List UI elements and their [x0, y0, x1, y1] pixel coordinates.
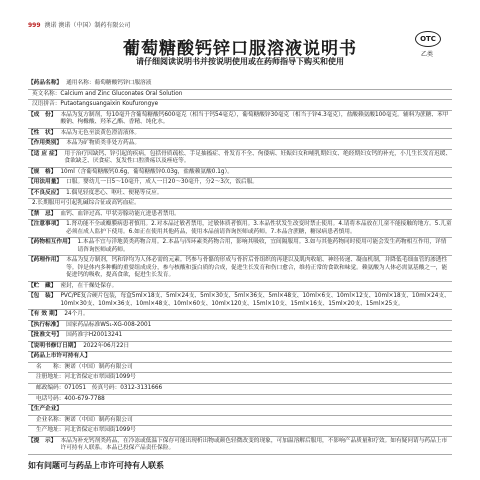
info-row	[28, 79, 452, 90]
info-row-value: 英文名称：Calcium and Zinc Gluconates Oral Solution	[32, 90, 183, 97]
info-row-value: 汉语拼音：Putaotangsuangaixin Koufurongye	[32, 101, 159, 108]
license-holder-line: 邮政编码：071051 传真号码：0312-3131666	[28, 384, 452, 395]
info-row-value: PVC/PE复合硬片包装，每盒5ml×18支、5ml×24支、5ml×30支、5ml×36支、5ml×48支、10ml×6支、10ml×12支、10ml×18支、10ml×24支、10ml×30支、10ml×36支、10ml×48支、10ml×60支、10ml×120支、15ml×10支、15ml×16支、15ml×20支、15ml×25支。	[60, 293, 450, 307]
tip-value: 本品为补充钙剂类药品，在冷冻或低温下保存可能出现析出物或颜色轻微改变的现象，可加温溶解后服用，不影响产品质量和疗效。如有疑问请与药品上市许可持有人联系。本品已投保产品责任保险。	[60, 437, 448, 452]
info-row-label: 【包 装】	[28, 293, 57, 300]
info-row	[28, 90, 452, 101]
info-row-value: 国药准字H20013241	[66, 332, 123, 339]
info-row-value: 10ml（含葡萄糖酸钙0.6g，葡萄糖酸锌0.03g，盐酸赖氨酸0.1g）。	[60, 168, 233, 175]
info-row	[28, 150, 452, 168]
info-row	[28, 199, 452, 210]
info-row	[28, 189, 452, 200]
info-row-label: 【贮 藏】	[28, 282, 57, 289]
info-row	[28, 129, 452, 140]
brand-name: 澳诺 澳诺（中国）制药有限公司	[44, 22, 131, 29]
license-holder-line: 注册地址：河北省保定市翠园街1099号	[28, 373, 452, 384]
info-row-label: 【用法用量】	[28, 179, 63, 186]
info-row	[28, 321, 452, 332]
info-row	[28, 256, 452, 282]
info-row-label: 【批准文号】	[28, 332, 63, 339]
info-row	[28, 100, 452, 111]
info-row-value: 本品为复方制剂，每10毫升含葡萄糖酸钙600毫克（相当于钙54毫克），葡萄糖酸锌30毫克（相当于锌4.3毫克），盐酸赖氨酸100毫克。辅料为蔗糖、苯甲酸钠、枸橼酸、羟苯乙酯、香精、纯化水。	[60, 111, 449, 126]
info-row	[28, 342, 452, 353]
info-row	[28, 139, 452, 150]
info-row	[28, 168, 452, 179]
info-row	[28, 238, 452, 256]
info-row-label: 【作用类别】	[28, 140, 63, 147]
info-row	[28, 331, 452, 342]
footer-contact-note: 如有问题可与药品上市许可持有人联系	[28, 461, 164, 470]
info-row	[28, 178, 452, 189]
info-row	[28, 210, 452, 221]
info-row	[28, 111, 452, 129]
info-row	[28, 282, 452, 293]
info-row-value: 口服。婴幼儿一日5～10毫升，成人一日20～30毫升，分2～3次，饭后服。	[66, 179, 258, 186]
info-row-value: 本品为无色至淡黄色澄清液体。	[60, 129, 141, 136]
info-row-label: 【性 状】	[28, 129, 57, 136]
info-row	[28, 310, 452, 321]
brand-mark: 999	[28, 22, 41, 29]
info-row-label: 【规 格】	[28, 168, 57, 175]
info-row-value: 本品为复方制剂，钙和锌均为人体必需的元素。钙参与骨骼的形成与骨折后骨组织的再建以及肌肉收缩、神经传递、凝血机制，并降低毛细血管的渗透性等。锌是体内多种酶的重要组成成分，参与核酸和蛋白质的合成，促进生长发育和伤口愈合，维持正常的食欲和味觉。赖氨酸为人体必需氨基酸之一，能促进钙的吸收，提高食欲，促进生长发育。	[66, 257, 448, 279]
license-holder-line: 名 称：澳诺（中国）制药有限公司	[28, 363, 452, 374]
info-row-label: 【注意事项】	[28, 221, 63, 228]
otc-class-label: 乙类	[421, 51, 434, 58]
brand-logo	[28, 20, 130, 29]
leaflet-title: 葡萄糖酸钙锌口服溶液说明书	[123, 39, 357, 59]
license-holder-heading: 【药品上市许可持有人】	[28, 352, 452, 363]
info-row-label: 【成 份】	[28, 111, 57, 118]
manufacturer-heading: 【生产企业】	[28, 405, 452, 416]
info-row-label: 【不良反应】	[28, 189, 63, 196]
manufacturer-line: 企业名称：澳诺（中国）制药有限公司	[28, 416, 452, 427]
manufacturer-line: 生产地址：河北省保定市翠园街1099号	[28, 426, 452, 437]
usage-notice: 请仔细阅读说明书并按说明使用或在药师指导下购买和使用	[136, 57, 344, 66]
info-row-value: 血钙、血锌过高、甲状旁腺功能亢进患者禁用。	[60, 210, 180, 217]
otc-badge: OTC	[415, 31, 441, 47]
info-row-value: 2.长期服用可引起乳碱综合征或高钙血症。	[32, 200, 140, 207]
info-row-value: 2022年06月22日	[83, 342, 130, 349]
info-row-label: 【药理作用】	[28, 257, 63, 264]
info-row-label: 【说明书修订日期】	[28, 342, 80, 349]
info-row-label: 【药品名称】	[28, 80, 63, 86]
info-row-value: 通用名称：葡萄糖酸钙锌口服溶液	[66, 80, 152, 86]
tip-row	[28, 437, 452, 455]
info-row-value: 用于治疗因缺钙、锌引起的疾病，包括骨质疏松、手足抽搐症、骨发育不全、佝偻病、妊娠妇女和哺乳期妇女、绝经期妇女钙的补充，小儿生长发育迟缓、食欲缺乏、厌食症、复发性口腔溃疡以及痤疮等。	[64, 150, 452, 165]
info-row-value: 1.偶见轻度恶心、呕吐、便秘等反应。	[66, 189, 163, 196]
info-row-label: 【药物相互作用】	[28, 239, 74, 246]
info-row-value: 1.肾功能不全或瓣膜病患者慎用。2.对本品过敏者禁用，过敏体质者慎用。3.本品性状发生改变时禁止使用。4.请将本品放在儿童不能接触的地方。5.儿童必须在成人监护下使用。6.如正在使用其他药品，使用本品前请咨询医师或药师。7.本品含蔗糖，糖尿病患者慎用。	[66, 221, 452, 235]
info-row-value: 1.本品不宜与洋地黄类药物合用。2.本品与四环素类药物合用，影响其吸收，宜间隔服用。3.如与其他药物同时使用可能会发生药物相互作用，详情请咨询医师或药师。	[77, 239, 447, 253]
info-row-label: 【适 应 症】	[28, 150, 61, 157]
info-row-value: 本品为矿物质类非处方药品。	[66, 140, 141, 147]
tip-label: 【提 示】	[28, 437, 57, 444]
info-row-label: 【禁 忌】	[28, 210, 57, 217]
info-row-label: 【执行标准】	[28, 321, 63, 328]
info-row-value: 24个月。	[64, 311, 89, 318]
info-row	[28, 220, 452, 238]
info-row-value: 密封，在干燥处保存。	[60, 282, 118, 289]
info-row-value: 国家药品标准WS₁-XG-008-2001	[66, 321, 152, 328]
license-holder-line: 电话号码：400-679-7788	[28, 395, 452, 406]
info-row-label: 【有 效 期】	[28, 311, 61, 318]
info-row	[28, 292, 452, 310]
leaflet-body	[28, 79, 452, 455]
